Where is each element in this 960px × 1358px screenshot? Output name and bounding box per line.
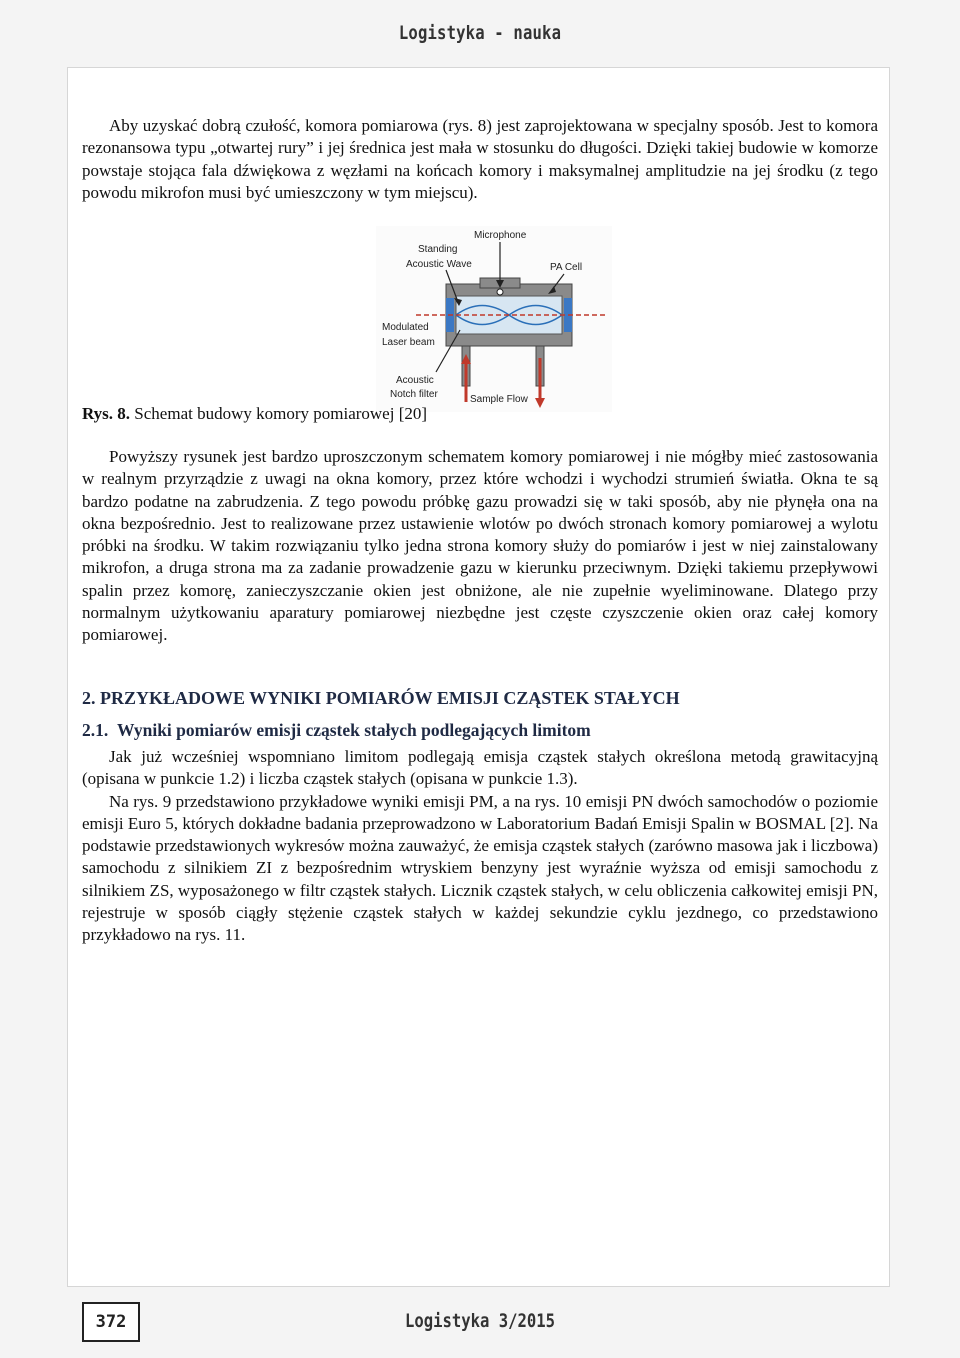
- label-pa-cell: PA Cell: [550, 262, 583, 273]
- figure-caption: [82, 404, 427, 424]
- label-notch-filter: Notch filter: [390, 389, 438, 400]
- section-heading: 2. PRZYKŁADOWE WYNIKI POMIARÓW EMISJI CZĄSTEK STAŁYCH: [82, 688, 680, 708]
- caption-text: Schemat budowy komory pomiarowej [20]: [134, 404, 428, 423]
- subsection-heading: 2.1. Wyniki pomiarów emisji cząstek stałych podlegających limitom: [82, 720, 591, 740]
- label-acoustic-wave: Acoustic Wave: [406, 259, 472, 270]
- label-laser-beam: Laser beam: [382, 337, 435, 348]
- results-text: [82, 746, 878, 947]
- paragraph-results: Na rys. 9 przedstawiono przykładowe wyniki emisji PM, a na rys. 10 emisji PN dwóch samochodów o poziomie emisji Euro 5, których dokładne badania przeprowadzono w Laboratorium Badań Emisji Spalin w BOSMAL [2]. Na podstawie przedstawionych wykresów można zauważyć, że emisja cząstek stałych (zarówno masowa jak i liczbowa) samochodu z silnikiem ZI z bezpośrednim wtryskiem benzyny jest wyraźnie wyższa od emisji samochodu z silnikiem ZS, wyposażonego w filtr cząstek stałych. Licznik cząstek stałych, w celu obliczenia całkowitej emisji PN, rejestruje w sposób ciągły stężenie cząstek stałych w każdej sekundzie cyklu jezdnego, co przedstawiono przykładowo na rys. 11.: [82, 791, 878, 945]
- label-modulated: Modulated: [382, 322, 429, 333]
- caption-number: Rys. 8.: [82, 404, 131, 423]
- paragraph-description: Powyższy rysunek jest bardzo uproszczonym schematem komory pomiarowej i nie mógłby mieć zastosowania w realnym przyrządzie z uwagi na okna komory, przez które wchodzi i wychodzi strumień światła. Okna te są bardzo podatne na zabrudzenia. Z tego powodu próbkę gazu prowadzi się w taki sposób, aby nie płynęła ona na okna bezpośrednio. Jest to realizowane przez ustawienie wlotów po dwóch stronach komory pomiarowej a wylotu próbki na środku. W takim rozwiązaniu tylko jedna strona komory służy do pomiarów i jest w niej zainstalowany mikrofon, a druga strona ma za zadanie prowadzenie gazu w kierunku przeciwnym. Dzięki takiemu przepływowi spalin przez komorę, zanieczyszczanie okien jest obniżone, ale nie zupełnie wyeliminowane. Dlatego przy normalnym użytkowaniu aparatury pomiarowej niezbędne jest częste czyszczenie okien oraz całej komory pomiarowej.: [82, 447, 878, 645]
- label-acoustic: Acoustic: [396, 375, 434, 386]
- figure-pa-cell-diagram: [376, 226, 612, 412]
- paragraph-limits: Jak już wcześniej wspomniano limitom podlegają emisja cząstek stałych określona metodą grawitacyjną (opisana w punkcie 1.2) i liczba cząstek stałych (opisana w punkcie 1.3).: [82, 747, 878, 789]
- pa-cell-diagram-svg: [376, 226, 612, 412]
- page-number: 372: [82, 1302, 140, 1342]
- journal-footer: Logistyka 3/2015: [404, 1310, 556, 1332]
- label-standing: Standing: [418, 244, 458, 255]
- paragraph-intro: Aby uzyskać dobrą czułość, komora pomiarowa (rys. 8) jest zaprojektowana w specjalny sposób. Jest to komora rezonansowa typu „otwartej rury” i jej średnica jest mała w stosunku do długości. Dzięki takiej budowie w komorze powstaje stojąca fala dźwiękowa z węzłami na końcach komory i maksymalnej amplitudzie na jej środku (z tego powodu mikrofon musi być umieszczony w tym miejscu).: [82, 116, 878, 202]
- running-header: Logistyka - nauka: [398, 22, 562, 44]
- label-sample-flow: Sample Flow: [470, 394, 528, 405]
- label-microphone: Microphone: [474, 230, 527, 241]
